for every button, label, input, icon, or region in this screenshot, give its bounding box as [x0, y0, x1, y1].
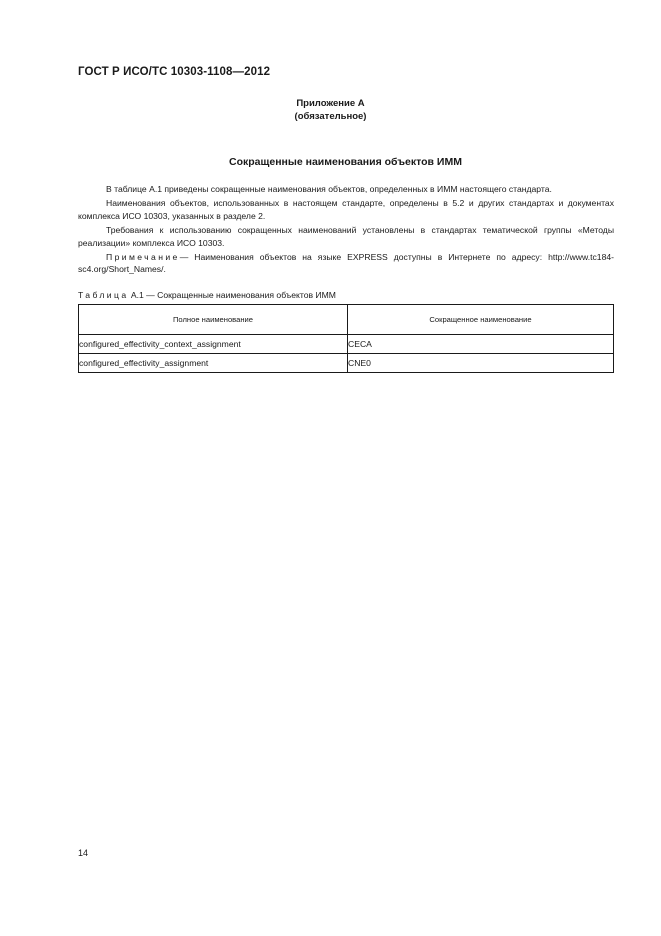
document-code: ГОСТ Р ИСО/ТС 10303-1108—2012 — [78, 66, 271, 78]
table-row — [79, 335, 614, 354]
section-title: Сокращенные наименования объектов ИММ — [229, 156, 462, 168]
note-text: — Наименования объектов на языке EXPRESS доступны в Интернете по адресу: http://www.tc184-sc4.org/Short_Names/. — [78, 252, 614, 275]
annex-status: (обязательное) — [294, 111, 367, 122]
table-caption — [78, 290, 336, 300]
column-header-short-name: Сокращенное наименование — [348, 305, 614, 335]
page-number: 14 — [78, 848, 89, 858]
full-name-cell: configured_effectivity_context_assignment — [79, 335, 348, 354]
paragraph-2: Наименования объектов, использованных в настоящем стандарте, определены в 5.2 и других стандартах и документах комплекса ИСО 10303, указанных в разделе 2. — [78, 198, 614, 221]
table-row — [79, 354, 614, 373]
body-text — [78, 183, 614, 278]
short-names-table — [78, 304, 614, 373]
short-name-cell: CNE0 — [348, 354, 614, 373]
table-header-row — [79, 305, 614, 335]
column-header-full-name: Полное наименование — [79, 305, 348, 335]
annex-title: Приложение А — [296, 98, 365, 109]
full-name-cell: configured_effectivity_assignment — [79, 354, 348, 373]
note — [78, 251, 614, 276]
annex-heading — [0, 97, 661, 123]
paragraph-1: В таблице А.1 приведены сокращенные наименования объектов, определенных в ИММ настоящего стандарта. — [106, 184, 552, 194]
table-caption-label: Таблица — [78, 290, 129, 300]
table-caption-text: А.1 — Сокращенные наименования объектов ИММ — [130, 290, 336, 300]
note-label: Примечание — [106, 252, 180, 263]
paragraph-3: Требования к использованию сокращенных наименований установлены в стандартах тематической группы «Методы реализации» комплекса ИСО 10303. — [78, 225, 614, 248]
short-name-cell: CECA — [348, 335, 614, 354]
